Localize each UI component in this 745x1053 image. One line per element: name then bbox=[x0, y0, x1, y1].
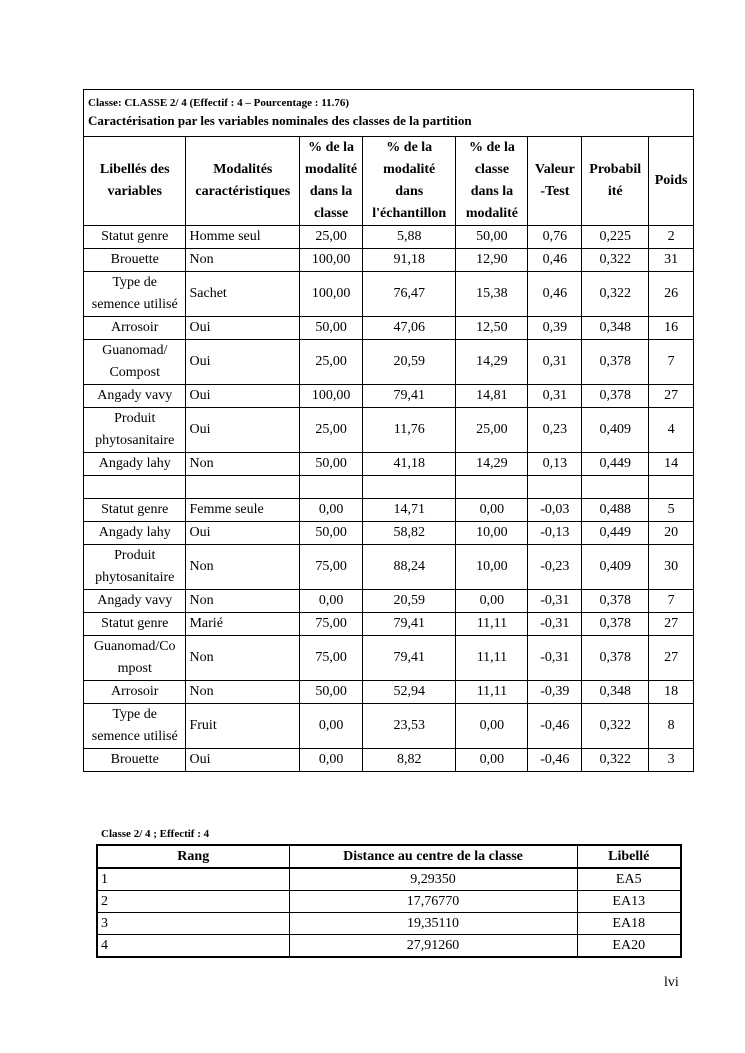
caption-title: Caractérisation par les variables nominales des classes de la partition bbox=[88, 113, 472, 128]
header-distance: Distance au centre de la classe bbox=[289, 845, 577, 868]
table-row bbox=[84, 408, 694, 453]
cell-variable bbox=[84, 636, 186, 681]
cell-libelle: EA5 bbox=[577, 868, 681, 891]
cell-valeur-test: 0,76 bbox=[528, 226, 582, 249]
cell-probabilite: 0,322 bbox=[582, 749, 649, 772]
line-text: semence utilisé bbox=[91, 297, 178, 312]
cell-valeur-test: -0,46 bbox=[528, 749, 582, 772]
cell-pct-modalite: 14,29 bbox=[456, 340, 528, 385]
line-text: Arrosoir bbox=[111, 320, 159, 335]
line-text: -Test bbox=[540, 184, 570, 199]
cell-pct-classe: 100,00 bbox=[300, 272, 363, 317]
cell-pct-classe: 75,00 bbox=[300, 613, 363, 636]
cell-variable bbox=[84, 249, 186, 272]
cell-variable bbox=[84, 613, 186, 636]
cell-probabilite: 0,378 bbox=[582, 590, 649, 613]
header-modalites bbox=[186, 137, 300, 226]
cell-pct-echantillon: 8,82 bbox=[363, 749, 456, 772]
table-row bbox=[84, 636, 694, 681]
cell-variable bbox=[84, 317, 186, 340]
cell-valeur-test: -0,31 bbox=[528, 590, 582, 613]
cell-variable bbox=[84, 272, 186, 317]
line-text: Libellés des bbox=[99, 162, 170, 177]
cell-distance: 9,29350 bbox=[289, 868, 577, 891]
cell-pct-classe: 25,00 bbox=[300, 226, 363, 249]
table-row bbox=[84, 545, 694, 590]
line-text: variables bbox=[107, 184, 162, 199]
cell-poids: 20 bbox=[649, 522, 694, 545]
separator-rows bbox=[84, 476, 694, 499]
line-text: l'échantillon bbox=[372, 206, 447, 221]
cell-pct-classe: 50,00 bbox=[300, 681, 363, 704]
cell-pct-echantillon: 79,41 bbox=[363, 613, 456, 636]
header-row bbox=[84, 137, 694, 226]
cell-modalite: Homme seul bbox=[186, 226, 300, 249]
cell-rang: 4 bbox=[97, 935, 289, 958]
cell-valeur-test: -0,23 bbox=[528, 545, 582, 590]
cell-pct-classe: 100,00 bbox=[300, 249, 363, 272]
cell-rang: 1 bbox=[97, 868, 289, 891]
cell-pct-modalite: 15,38 bbox=[456, 272, 528, 317]
cell-poids: 16 bbox=[649, 317, 694, 340]
rank-header-row bbox=[97, 845, 681, 868]
negative-rows bbox=[84, 499, 694, 772]
cell-variable bbox=[84, 545, 186, 590]
line-text: Probabil bbox=[589, 162, 642, 177]
line-text: phytosanitaire bbox=[95, 433, 175, 448]
cell-pct-echantillon: 20,59 bbox=[363, 590, 456, 613]
cell-variable bbox=[84, 499, 186, 522]
line-text: Valeur bbox=[534, 162, 575, 177]
cell-probabilite: 0,225 bbox=[582, 226, 649, 249]
cell-pct-classe: 0,00 bbox=[300, 704, 363, 749]
cell-valeur-test: -0,31 bbox=[528, 613, 582, 636]
cell-modalite: Non bbox=[186, 545, 300, 590]
cell-pct-modalite: 14,81 bbox=[456, 385, 528, 408]
cell-modalite: Non bbox=[186, 590, 300, 613]
cell-pct-echantillon: 91,18 bbox=[363, 249, 456, 272]
line-text: % de la bbox=[308, 140, 355, 155]
header-poids bbox=[649, 137, 694, 226]
cell-pct-classe: 50,00 bbox=[300, 453, 363, 476]
cell-pct-echantillon: 14,71 bbox=[363, 499, 456, 522]
cell-poids: 18 bbox=[649, 681, 694, 704]
cell-pct-echantillon: 58,82 bbox=[363, 522, 456, 545]
caption-class-info: Classe: CLASSE 2/ 4 (Effectif : 4 – Pourcentage : 11.76) bbox=[88, 97, 350, 109]
cell-valeur-test: -0,03 bbox=[528, 499, 582, 522]
line-text: Angady lahy bbox=[98, 525, 171, 540]
cell-valeur-test: 0,46 bbox=[528, 249, 582, 272]
cell-valeur-test: 0,31 bbox=[528, 340, 582, 385]
cell-modalite: Femme seule bbox=[186, 499, 300, 522]
cell-pct-echantillon: 47,06 bbox=[363, 317, 456, 340]
cell-probabilite: 0,488 bbox=[582, 499, 649, 522]
cell-poids: 5 bbox=[649, 499, 694, 522]
table-row bbox=[84, 340, 694, 385]
cell-modalite: Sachet bbox=[186, 272, 300, 317]
rank-table bbox=[96, 844, 682, 958]
cell-modalite: Oui bbox=[186, 749, 300, 772]
line-text: dans la bbox=[309, 184, 353, 199]
cell-pct-modalite: 11,11 bbox=[456, 636, 528, 681]
cell-poids: 14 bbox=[649, 453, 694, 476]
cell-poids: 31 bbox=[649, 249, 694, 272]
line-text: semence utilisé bbox=[91, 729, 178, 744]
cell-pct-echantillon: 5,88 bbox=[363, 226, 456, 249]
positive-rows bbox=[84, 226, 694, 476]
cell-pct-classe: 100,00 bbox=[300, 385, 363, 408]
line-text: modalité bbox=[383, 162, 436, 177]
cell-probabilite: 0,449 bbox=[582, 522, 649, 545]
cell-pct-echantillon: 41,18 bbox=[363, 453, 456, 476]
cell-probabilite: 0,378 bbox=[582, 613, 649, 636]
cell-poids: 27 bbox=[649, 385, 694, 408]
cell-modalite: Oui bbox=[186, 385, 300, 408]
cell-variable bbox=[84, 749, 186, 772]
cell-pct-classe: 75,00 bbox=[300, 636, 363, 681]
table-row bbox=[84, 272, 694, 317]
cell-pct-echantillon: 79,41 bbox=[363, 385, 456, 408]
cell-rang: 2 bbox=[97, 891, 289, 913]
cell-valeur-test: 0,13 bbox=[528, 453, 582, 476]
table-row bbox=[84, 226, 694, 249]
cell-variable bbox=[84, 226, 186, 249]
cell-probabilite: 0,348 bbox=[582, 681, 649, 704]
cell-probabilite: 0,409 bbox=[582, 545, 649, 590]
line-text: Brouette bbox=[110, 252, 159, 267]
header-pct-echantillon bbox=[363, 137, 456, 226]
cell-modalite: Oui bbox=[186, 340, 300, 385]
line-text: Produit bbox=[114, 548, 156, 563]
line-text: % de la bbox=[386, 140, 433, 155]
line-text: Guanomad/ bbox=[102, 343, 168, 358]
cell-pct-modalite: 50,00 bbox=[456, 226, 528, 249]
cell-valeur-test: 0,31 bbox=[528, 385, 582, 408]
line-text: modalité bbox=[465, 206, 518, 221]
cell-modalite: Oui bbox=[186, 522, 300, 545]
cell-pct-modalite: 0,00 bbox=[456, 749, 528, 772]
cell-valeur-test: 0,46 bbox=[528, 272, 582, 317]
cell-valeur-test: -0,46 bbox=[528, 704, 582, 749]
cell-valeur-test: -0,39 bbox=[528, 681, 582, 704]
line-text: classe bbox=[313, 206, 349, 221]
class-characterization-table bbox=[83, 89, 694, 772]
line-text: Statut genre bbox=[101, 502, 169, 517]
cell-valeur-test: 0,23 bbox=[528, 408, 582, 453]
cell-pct-echantillon: 76,47 bbox=[363, 272, 456, 317]
cell-poids: 27 bbox=[649, 636, 694, 681]
table-row bbox=[84, 453, 694, 476]
line-text: Angady vavy bbox=[97, 593, 173, 608]
page-number: lvi bbox=[664, 975, 679, 990]
cell-modalite: Oui bbox=[186, 408, 300, 453]
cell-distance: 19,35110 bbox=[289, 913, 577, 935]
cell-modalite: Marié bbox=[186, 613, 300, 636]
header-pct-modalite bbox=[456, 137, 528, 226]
cell-poids: 7 bbox=[649, 590, 694, 613]
cell-valeur-test: 0,39 bbox=[528, 317, 582, 340]
header-pct-classe bbox=[300, 137, 363, 226]
cell-probabilite: 0,322 bbox=[582, 272, 649, 317]
line-text: Poids bbox=[654, 173, 688, 188]
cell-pct-modalite: 12,90 bbox=[456, 249, 528, 272]
table-row bbox=[84, 249, 694, 272]
cell-probabilite: 0,348 bbox=[582, 317, 649, 340]
cell-probabilite: 0,409 bbox=[582, 408, 649, 453]
table-row bbox=[84, 385, 694, 408]
cell-probabilite: 0,378 bbox=[582, 340, 649, 385]
cell-pct-classe: 0,00 bbox=[300, 749, 363, 772]
table-caption bbox=[84, 90, 694, 137]
line-text: Type de bbox=[112, 707, 157, 722]
line-text: classe bbox=[474, 162, 510, 177]
cell-poids: 8 bbox=[649, 704, 694, 749]
cell-poids: 3 bbox=[649, 749, 694, 772]
line-text: ité bbox=[607, 184, 623, 199]
cell-pct-modalite: 14,29 bbox=[456, 453, 528, 476]
cell-pct-modalite: 0,00 bbox=[456, 590, 528, 613]
line-text: Statut genre bbox=[101, 616, 169, 631]
table-row bbox=[84, 590, 694, 613]
line-text: mpost bbox=[117, 661, 152, 676]
cell-variable bbox=[84, 681, 186, 704]
cell-probabilite: 0,322 bbox=[582, 249, 649, 272]
table-row bbox=[97, 913, 681, 935]
line-text: dans bbox=[395, 184, 424, 199]
line-text: Angady vavy bbox=[97, 388, 173, 403]
line-text: Type de bbox=[112, 275, 157, 290]
cell-probabilite: 0,322 bbox=[582, 704, 649, 749]
cell-pct-echantillon: 88,24 bbox=[363, 545, 456, 590]
line-text: caractéristiques bbox=[195, 184, 291, 199]
cell-modalite: Non bbox=[186, 453, 300, 476]
header-libelles bbox=[84, 137, 186, 226]
line-text: modalité bbox=[305, 162, 358, 177]
cell-pct-classe: 50,00 bbox=[300, 522, 363, 545]
cell-distance: 27,91260 bbox=[289, 935, 577, 958]
line-text: Angady lahy bbox=[98, 456, 171, 471]
cell-pct-classe: 0,00 bbox=[300, 499, 363, 522]
cell-pct-echantillon: 11,76 bbox=[363, 408, 456, 453]
line-text: Brouette bbox=[110, 752, 159, 767]
cell-distance: 17,76770 bbox=[289, 891, 577, 913]
table-row bbox=[84, 317, 694, 340]
cell-pct-classe: 0,00 bbox=[300, 590, 363, 613]
cell-variable bbox=[84, 453, 186, 476]
table-row bbox=[84, 613, 694, 636]
line-text: dans la bbox=[470, 184, 514, 199]
cell-poids: 27 bbox=[649, 613, 694, 636]
cell-probabilite: 0,449 bbox=[582, 453, 649, 476]
rank-rows bbox=[97, 868, 681, 957]
cell-variable bbox=[84, 385, 186, 408]
table-row bbox=[84, 704, 694, 749]
cell-variable bbox=[84, 590, 186, 613]
cell-pct-modalite: 12,50 bbox=[456, 317, 528, 340]
cell-valeur-test: -0,31 bbox=[528, 636, 582, 681]
line-text: Produit bbox=[114, 411, 156, 426]
cell-pct-classe: 75,00 bbox=[300, 545, 363, 590]
line-text: phytosanitaire bbox=[95, 570, 175, 585]
line-text: Modalités bbox=[213, 162, 273, 177]
cell-libelle: EA18 bbox=[577, 913, 681, 935]
cell-rang: 3 bbox=[97, 913, 289, 935]
line-text: Statut genre bbox=[101, 229, 169, 244]
cell-pct-modalite: 10,00 bbox=[456, 545, 528, 590]
cell-pct-modalite: 0,00 bbox=[456, 704, 528, 749]
cell-modalite: Oui bbox=[186, 317, 300, 340]
table-row bbox=[97, 935, 681, 958]
cell-variable bbox=[84, 340, 186, 385]
cell-probabilite: 0,378 bbox=[582, 636, 649, 681]
rank-table-caption: Classe 2/ 4 ; Effectif : 4 bbox=[101, 828, 210, 840]
header-libelle: Libellé bbox=[577, 845, 681, 868]
cell-libelle: EA20 bbox=[577, 935, 681, 958]
cell-probabilite: 0,378 bbox=[582, 385, 649, 408]
line-text: Compost bbox=[109, 365, 161, 380]
cell-modalite: Non bbox=[186, 681, 300, 704]
table-row bbox=[84, 681, 694, 704]
cell-pct-modalite: 11,11 bbox=[456, 681, 528, 704]
cell-poids: 26 bbox=[649, 272, 694, 317]
cell-pct-modalite: 11,11 bbox=[456, 613, 528, 636]
header-valeur-test bbox=[528, 137, 582, 226]
cell-poids: 4 bbox=[649, 408, 694, 453]
cell-modalite: Non bbox=[186, 249, 300, 272]
cell-modalite: Non bbox=[186, 636, 300, 681]
cell-pct-modalite: 10,00 bbox=[456, 522, 528, 545]
cell-pct-echantillon: 20,59 bbox=[363, 340, 456, 385]
table-row bbox=[97, 868, 681, 891]
header-probabilite bbox=[582, 137, 649, 226]
cell-variable bbox=[84, 408, 186, 453]
cell-pct-echantillon: 23,53 bbox=[363, 704, 456, 749]
header-rang: Rang bbox=[97, 845, 289, 868]
cell-pct-modalite: 25,00 bbox=[456, 408, 528, 453]
table-caption-row bbox=[84, 90, 694, 137]
cell-poids: 2 bbox=[649, 226, 694, 249]
cell-pct-echantillon: 52,94 bbox=[363, 681, 456, 704]
cell-libelle: EA13 bbox=[577, 891, 681, 913]
empty-separator-row bbox=[84, 476, 694, 499]
line-text: % de la bbox=[468, 140, 515, 155]
cell-modalite: Fruit bbox=[186, 704, 300, 749]
cell-pct-echantillon: 79,41 bbox=[363, 636, 456, 681]
line-text: Guanomad/Co bbox=[93, 639, 176, 654]
cell-pct-classe: 25,00 bbox=[300, 408, 363, 453]
cell-valeur-test: -0,13 bbox=[528, 522, 582, 545]
cell-variable bbox=[84, 522, 186, 545]
table-row bbox=[84, 749, 694, 772]
cell-pct-modalite: 0,00 bbox=[456, 499, 528, 522]
cell-poids: 30 bbox=[649, 545, 694, 590]
cell-poids: 7 bbox=[649, 340, 694, 385]
table-row bbox=[84, 522, 694, 545]
cell-variable bbox=[84, 704, 186, 749]
cell-pct-classe: 50,00 bbox=[300, 317, 363, 340]
table-row bbox=[84, 499, 694, 522]
line-text: Arrosoir bbox=[111, 684, 159, 699]
cell-pct-classe: 25,00 bbox=[300, 340, 363, 385]
table-row bbox=[97, 891, 681, 913]
